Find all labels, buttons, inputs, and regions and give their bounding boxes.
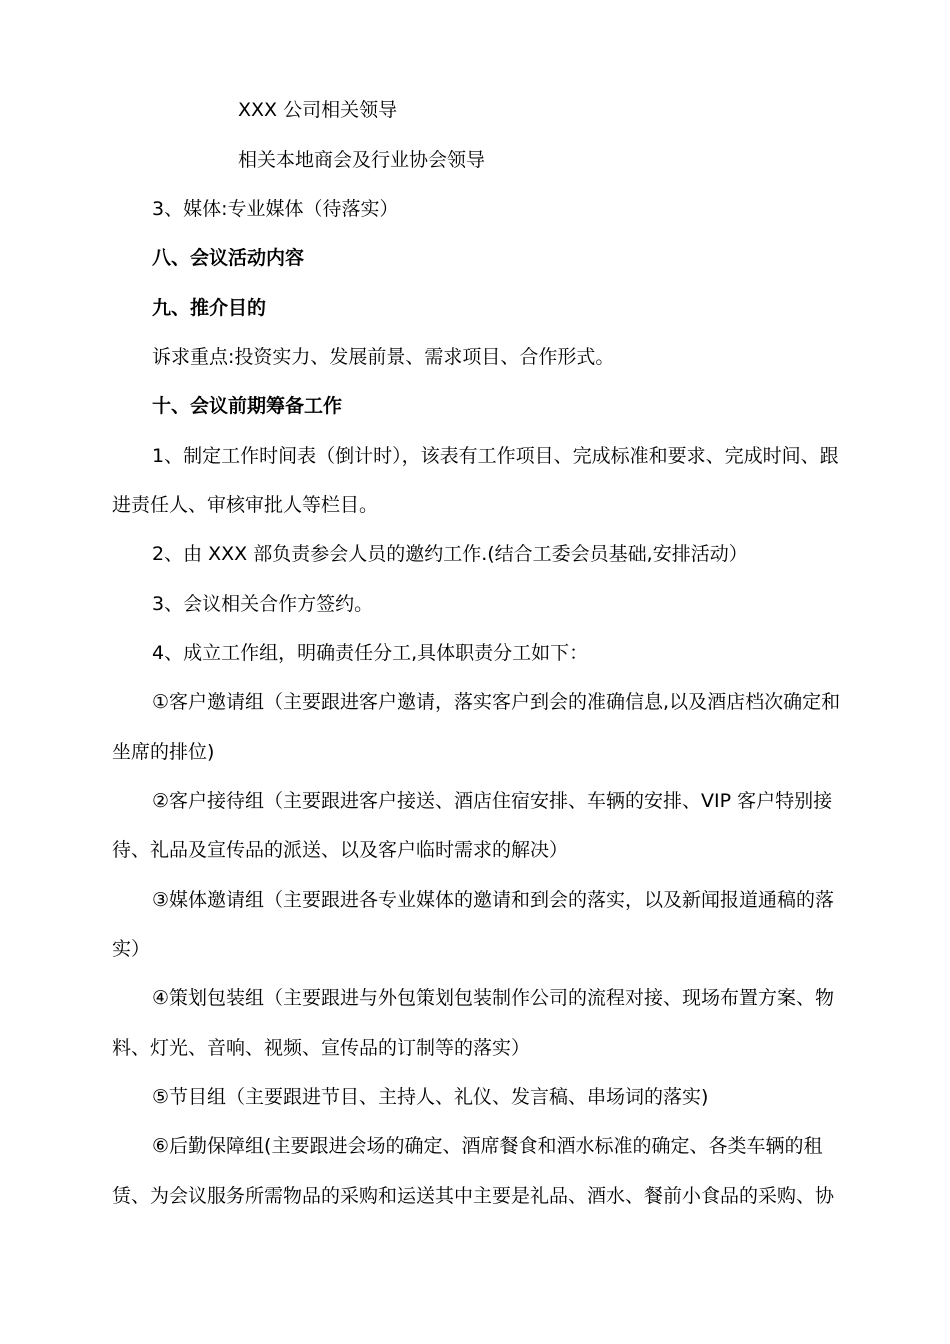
group-item-6-cont: 赁、为会议服务所需物品的采购和运送其中主要是礼品、酒水、餐前小食品的采购、协 — [112, 1185, 835, 1207]
group-item-6: ⑥后勤保障组(主要跟进会场的确定、酒席餐食和酒水标准的确定、各类车辆的租 — [152, 1135, 823, 1157]
group-item-3: ③媒体邀请组（主要跟进各专业媒体的邀请和到会的落实，以及新闻报道通稿的落 — [152, 889, 835, 911]
paragraph-item-1-cont: 进责任人、审核审批人等栏目。 — [112, 494, 379, 516]
paragraph-appeal-focus: 诉求重点:投资实力、发展前景、需求项目、合作形式。 — [152, 346, 615, 368]
media-item: 3、媒体:专业媒体（待落实） — [152, 198, 399, 220]
section-heading-10: 十、会议前期筹备工作 — [152, 395, 343, 417]
paragraph-item-3: 3、会议相关合作方签约。 — [152, 593, 374, 615]
section-heading-9: 九、推介目的 — [152, 297, 267, 319]
section-heading-8: 八、会议活动内容 — [152, 247, 305, 269]
paragraph-item-2: 2、由 XXX 部负责参会人员的邀约工作.(结合工委会员基础,安排活动） — [152, 543, 748, 565]
guest-line-chamber-leaders: 相关本地商会及行业协会领导 — [238, 149, 486, 171]
group-item-1-cont: 坐席的排位) — [112, 741, 215, 763]
guest-line-company-leaders: XXX 公司相关领导 — [238, 99, 398, 121]
group-item-1: ①客户邀请组（主要跟进客户邀请，落实客户到会的准确信息,以及酒店档次确定和 — [152, 691, 841, 713]
group-item-3-cont: 实） — [112, 938, 151, 960]
group-item-2-cont: 待、礼品及宣传品的派送、以及客户临时需求的解决） — [112, 839, 569, 861]
paragraph-item-1: 1、制定工作时间表（倒计时），该表有工作项目、完成标准和要求、完成时间、跟 — [152, 445, 839, 467]
group-item-2: ②客户接待组（主要跟进客户接送、酒店住宿安排、车辆的安排、VIP 客户特别接 — [152, 790, 833, 812]
group-item-4: ④策划包装组（主要跟进与外包策划包装制作公司的流程对接、现场布置方案、物 — [152, 987, 835, 1009]
paragraph-item-4: 4、成立工作组，明确责任分工,具体职责分工如下： — [152, 642, 589, 664]
group-item-5: ⑤节目组（主要跟进节目、主持人、礼仪、发言稿、串场词的落实) — [152, 1086, 709, 1108]
group-item-4-cont: 料、灯光、音响、视频、宣传品的订制等的落实） — [112, 1037, 531, 1059]
